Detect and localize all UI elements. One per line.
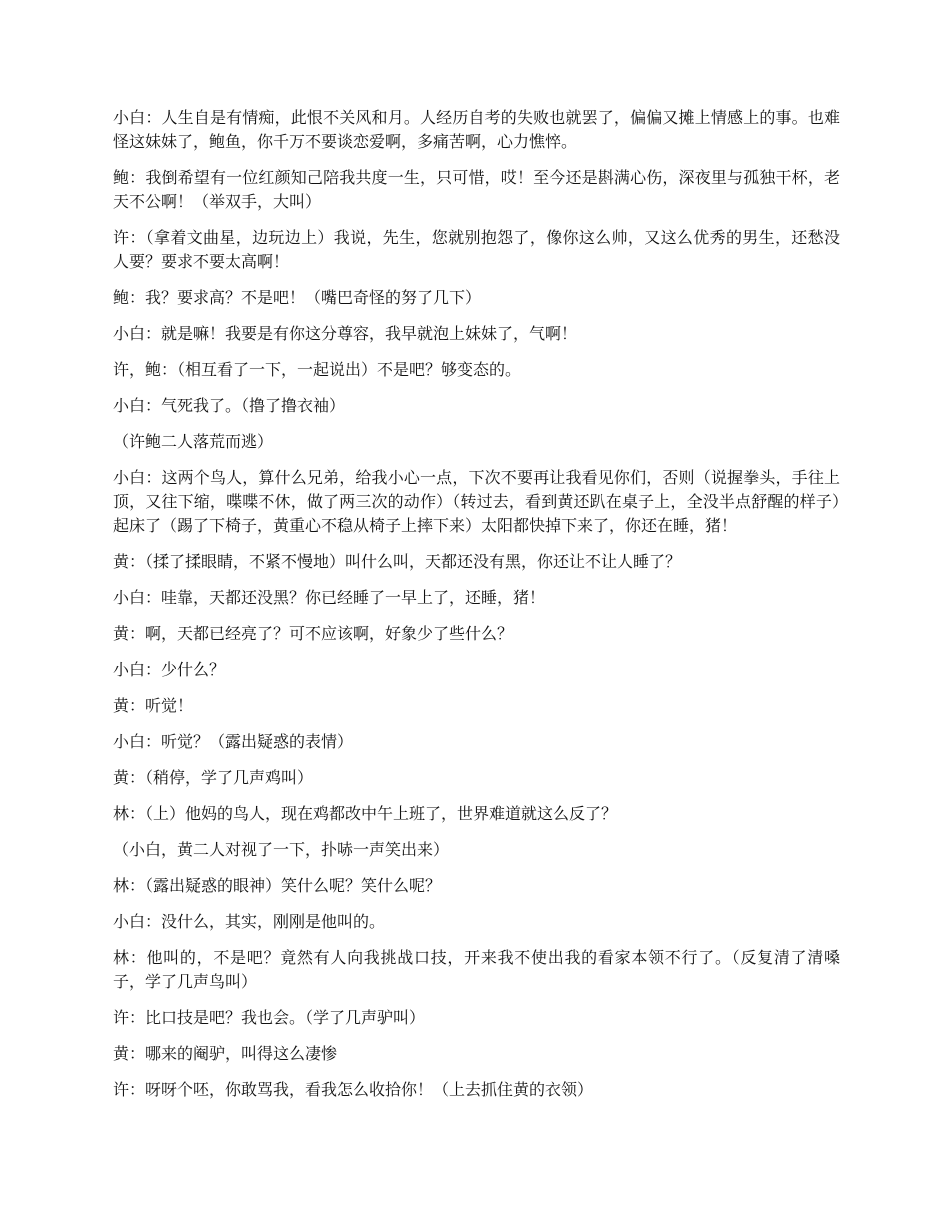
document-body <box>113 106 840 1114</box>
dialogue-line: 小白：人生自是有情痴，此恨不关风和月。人经历自考的失败也就罢了，偏偏又摊上情感上的事。也难怪这妹妹了，鲍鱼，你千万不要谈恋爱啊，多痛苦啊，心力憔悴。 <box>113 108 840 151</box>
dialogue-line: 黄：听觉！ <box>113 696 194 715</box>
dialogue-line: 许：（拿着文曲星，边玩边上）我说，先生，您就别抱怨了，像你这么帅，又这么优秀的男生，还愁没人要？要求不要太高啊！ <box>113 228 840 271</box>
dialogue-line: 小白：没什么，其实，刚刚是他叫的。 <box>113 912 386 931</box>
dialogue-line: 黄：哪来的阉驴，叫得这么凄惨 <box>113 1044 338 1063</box>
stage-direction: （小白，黄二人对视了一下，扑哧一声笑出来） <box>113 840 450 859</box>
dialogue-line: 鲍：我倒希望有一位红颜知己陪我共度一生，只可惜，哎！至今还是斟满心伤，深夜里与孤独干杯，老天不公啊！（举双手，大叫） <box>113 168 840 211</box>
dialogue-line: 小白：气死我了。（撸了撸衣袖） <box>113 396 346 415</box>
dialogue-line: 许：呀呀个呸，你敢骂我，看我怎么收拾你！（上去抓住黄的衣领） <box>113 1080 594 1099</box>
dialogue-line: 小白：哇靠，天都还没黑？你已经睡了一早上了，还睡，猪！ <box>113 588 546 607</box>
dialogue-line: 许，鲍：（相互看了一下，一起说出）不是吧？够变态的。 <box>113 360 522 379</box>
dialogue-line: 黄：（稍停，学了几声鸡叫） <box>113 768 314 787</box>
dialogue-line: 鲍：我？要求高？不是吧！（嘴巴奇怪的努了几下） <box>113 288 482 307</box>
dialogue-line: 黄：啊，天都已经亮了？可不应该啊，好象少了些什么？ <box>113 624 514 643</box>
dialogue-line: 许：比口技是吧？我也会。（学了几声驴叫） <box>113 1008 426 1027</box>
dialogue-line: 林：（上）他妈的鸟人，现在鸡都改中午上班了，世界难道就这么反了？ <box>113 804 618 823</box>
dialogue-line: 小白：就是嘛！我要是有你这分尊容，我早就泡上妹妹了，气啊！ <box>113 324 578 343</box>
dialogue-line: 小白：少什么？ <box>113 660 226 679</box>
dialogue-line: 小白：听觉？（露出疑惑的表情） <box>113 732 354 751</box>
dialogue-line: 黄：（揉了揉眼睛，不紧不慢地）叫什么叫，天都还没有黑，你还让不让人睡了？ <box>113 552 682 571</box>
dialogue-line: 林：（露出疑惑的眼神）笑什么呢？笑什么呢？ <box>113 876 442 895</box>
stage-direction: （许鲍二人落荒而逃） <box>113 432 274 451</box>
dialogue-line: 小白：这两个鸟人，算什么兄弟，给我小心一点，下次不要再让我看见你们，否则（说握拳头，手往上顶，又往下缩，喋喋不休，做了两三次的动作）（转过去，看到黄还趴在桌子上，全没半点舒醒的样子）起床了（踢了下椅子，黄重心不稳从椅子上摔下来）太阳都快掉下来了，你还在睡，猪！ <box>113 468 840 535</box>
dialogue-line: 林：他叫的，不是吧？竟然有人向我挑战口技，开来我不使出我的看家本领不行了。（反复清了清嗓子，学了几声鸟叫） <box>113 948 840 991</box>
